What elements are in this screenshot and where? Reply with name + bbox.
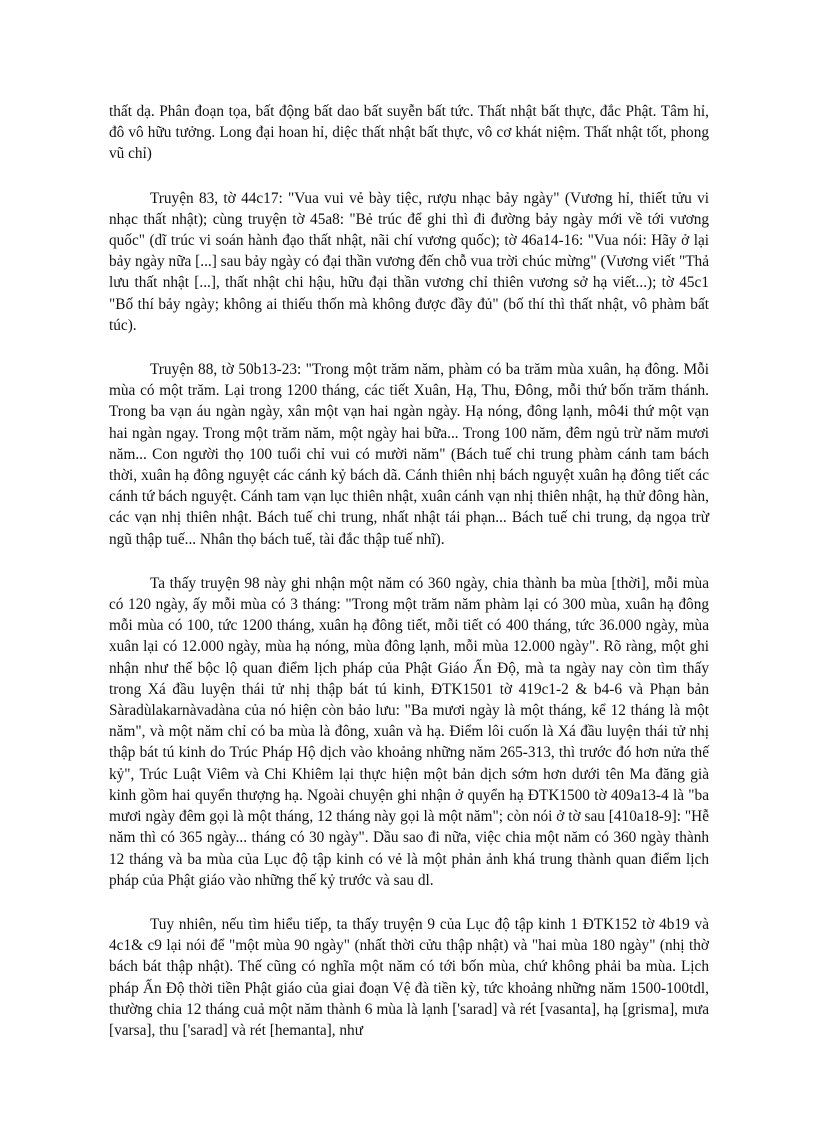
paragraph-continuation: thất dạ. Phân đoạn tọa, bất động bất dao bất suyễn bất tức. Thất nhật bất thực, đắc Phật. Tâm hỉ, đô vô hữu tưởng. Long đại hoan hỉ, diệc thất nhật bất thực, vô cơ khát niệm. Thất nhật tốt, phong vũ chỉ) xyxy=(109,103,709,163)
paragraph-truyen-9: Tuy nhiên, nếu tìm hiểu tiếp, ta thấy truyện 9 của Lục độ tập kinh 1 ĐTK152 tờ 4b19 và 4c1& c9 lại nói để "một mùa 90 ngày" (nhất thời cửu thập nhật) và "hai mùa 180 ngày" (nhị thờ bách bát thập nhật). Thế cũng có nghĩa một năm có tới bốn mùa, chứ không phải ba mùa. Lịch pháp Ấn Độ thời tiền Phật giáo của giai đoạn Vệ đà tiền kỳ, tức khoảng những năm 1500-100tdl, thường chia 12 tháng cuả một năm thành 6 mùa là lạnh ['sarad] và rét [vasanta], hạ [grisma], mưa [varsa], thu ['sarad] và rét [hemanta], như xyxy=(109,915,709,1039)
document-page xyxy=(109,101,709,1041)
paragraph-truyen-83: Truyện 83, tờ 44c17: "Vua vui vẻ bày tiệc, rượu nhạc bảy ngày" (Vương hỉ, thiết tửu vi nhạc thất nhật); cùng truyện tờ 45a8: "Bẻ trúc để ghi thì đi đường bảy ngày mới về tới vương quốc" (dĩ trúc vi soán hành đạo thất nhật, nãi chí vương quốc); tờ 46a14-16: "Vua nói: Hãy ở lại bảy ngày nữa [...] sau bảy ngày có đại thần vương đến chỗ vua trời chúc mừng" (Vương viết "Thả lưu thất nhật [...], thất nhật chi hậu, hữu đại thần vương chỉ thiên vương sở hạ viết...); tờ 45c1 "Bố thí bảy ngày; không ai thiếu thốn mà không được đầy đủ" (bố thí thì thất nhật, vô phàm bất túc). xyxy=(109,189,709,334)
paragraph-truyen-98: Ta thấy truyện 98 này ghi nhận một năm có 360 ngày, chia thành ba mùa [thời], mỗi mùa có 120 ngày, ấy mỗi mùa có 3 tháng: "Trong một trăm năm phàm lại có 300 mùa, xuân hạ đông mỗi mùa có 100, tức 1200 tháng, xuân hạ đông tiết, mỗi tiết có 400 tháng, tức 36.000 ngày, mùa xuân lại có 12.000 ngày, mùa hạ nóng, mùa đông lạnh, mỗi mùa 12.000 ngày". Rõ ràng, một ghi nhận như thế bộc lộ quan điểm lịch pháp của Phật Giáo Ấn Độ, mà ta ngày nay còn tìm thấy trong Xá đầu luyện thái tử nhị thập bát tú kinh, ĐTK1501 tờ 419c1-2 & b4-6 và Phạn bản Sàradùlakarnàvadàna của nó hiện còn bảo lưu: "Ba mươi ngày là một tháng, kể 12 tháng là một năm", và một năm chỉ có ba mùa là đông, xuân và hạ. Điểm lôi cuốn là Xá đầu luyện thái tử nhị thập bát tú kinh do Trúc Pháp Hộ dịch vào khoảng những năm 265-313, thì trước đó hơn nửa thế kỷ", Trúc Luật Viêm và Chi Khiêm lại thực hiện một bản dịch sớm hơn dưới tên Ma đăng già kinh gồm hai quyển thượng hạ. Ngoài chuyện ghi nhận ở quyển hạ ĐTK1500 tờ 409a13-4 là "ba mươi ngày đêm gọi là một tháng, 12 tháng này gọi là một năm"; còn nói ở tờ sau [410a18-9]: "Hễ năm thì có 365 ngày... tháng có 30 ngày". Dầu sao đi nữa, việc chia một năm có 360 ngày thành 12 tháng và ba mùa của Lục độ tập kinh có vẻ là một phản ảnh khá trung thành quan điểm lịch pháp của Phật giáo vào những thế kỷ trước và sau dl. xyxy=(109,574,709,889)
paragraph-truyen-88: Truyện 88, tờ 50b13-23: "Trong một trăm năm, phàm có ba trăm mùa xuân, hạ đông. Mỗi mùa có một trăm. Lại trong 1200 tháng, các tiết Xuân, Hạ, Thu, Đông, mỗi thứ bốn trăm thánh. Trong ba vạn áu ngàn ngày, xân một vạn hai ngàn ngày. Hạ nóng, đông lạnh, mô4i thứ một vạn hai ngàn ngay. Trong một trăm năm, một ngày hai bữa... Trong 100 năm, đêm ngủ trừ năm mươi năm... Con người thọ 100 tuổi chỉ vui có mười năm" (Bách tuế chi trung phàm cánh tam bách thời, xuân hạ đông nguyệt các cánh kỷ bách dã. Cánh thiên nhị bách nguyệt xuân hạ đông tiết các cánh tứ bách nguyệt. Cánh tam vạn lục thiên nhật, xuân cánh vạn nhị thiên nhật, hạ thử đông hàn, các vạn nhị thiên nhật. Bách tuế chi trung, nhất nhật tái phạn... Bách tuế chi trung, dạ ngọa trừ ngũ thập tuế... Nhân thọ bách tuế, tài đắc thập tuế nhĩ). xyxy=(109,361,709,548)
